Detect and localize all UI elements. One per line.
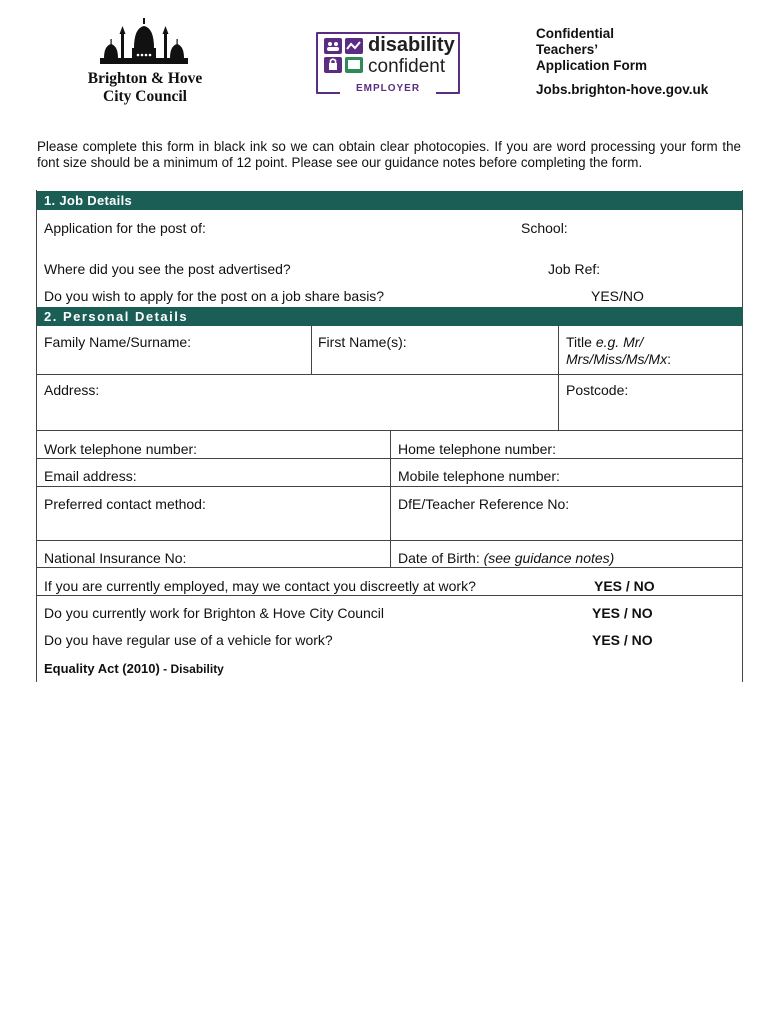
bhcc-employee-question: Do you currently work for Brighton & Hove City Council bbox=[44, 605, 385, 621]
disability-confident-logo bbox=[316, 32, 460, 96]
job-share-value[interactable]: YES/NO bbox=[591, 288, 644, 304]
document-title-line3: Application Form bbox=[536, 58, 647, 73]
contact-at-work-answer[interactable]: YES / NO bbox=[594, 578, 655, 594]
surname-label: Family Name/Surname: bbox=[44, 334, 192, 350]
firstname-label: First Name(s): bbox=[318, 334, 407, 350]
job-ref-label: Job Ref: bbox=[548, 261, 601, 277]
dc-employer: EMPLOYER bbox=[340, 83, 436, 94]
home-tel-label: Home telephone number: bbox=[398, 441, 556, 457]
council-name-line2: City Council bbox=[103, 88, 187, 105]
mobile-label: Mobile telephone number: bbox=[398, 468, 560, 484]
address-label: Address: bbox=[44, 382, 100, 398]
work-tel-label: Work telephone number: bbox=[44, 441, 198, 457]
email-label: Email address: bbox=[44, 468, 137, 484]
council-logo bbox=[70, 18, 220, 108]
vehicle-question: Do you have regular use of a vehicle for work? bbox=[44, 632, 333, 648]
jobs-website: Jobs.brighton-hove.gov.uk bbox=[536, 82, 709, 97]
post-label: Application for the post of: bbox=[44, 220, 206, 236]
section-personal-details-header: 2. Personal Details bbox=[37, 307, 743, 326]
advertised-label: Where did you see the post advertised? bbox=[44, 261, 291, 277]
council-name-line1: Brighton & Hove bbox=[87, 70, 203, 87]
contact-at-work-question: If you are currently employed, may we contact you discreetly at work? bbox=[44, 578, 476, 594]
dob-label: Date of Birth: (see guidance notes) bbox=[398, 550, 615, 566]
job-share-label: Do you wish to apply for the post on a job share basis? bbox=[44, 288, 385, 304]
contact-method-label: Preferred contact method: bbox=[44, 496, 206, 512]
pavilion-domes-icon bbox=[94, 18, 194, 68]
equality-act-heading: Equality Act (2010) - Disability bbox=[44, 661, 224, 676]
dfe-ref-label: DfE/Teacher Reference No: bbox=[398, 496, 570, 512]
ni-label: National Insurance No: bbox=[44, 550, 187, 566]
dc-word-confident: confident bbox=[368, 56, 446, 77]
intro-instructions: Please complete this form in black ink so we can obtain clear photocopies. If you are word processing your form the font size should be a minimum of 12 point. Please see our guidance notes before completing the form. bbox=[37, 139, 741, 170]
dc-word-disability: disability bbox=[368, 34, 455, 56]
document-title-line1: Confidential bbox=[536, 26, 614, 41]
school-label: School: bbox=[521, 220, 568, 236]
section-job-details-header: 1. Job Details bbox=[37, 191, 743, 210]
vehicle-answer[interactable]: YES / NO bbox=[592, 632, 653, 648]
bhcc-employee-answer[interactable]: YES / NO bbox=[592, 605, 653, 621]
document-title-line2: Teachers’ bbox=[536, 42, 599, 57]
dc-tiles-icon bbox=[324, 38, 366, 76]
document-title bbox=[536, 26, 647, 74]
postcode-label: Postcode: bbox=[566, 382, 629, 398]
title-label: Title e.g. Mr/ Mrs/Miss/Ms/Mx: bbox=[566, 334, 671, 367]
